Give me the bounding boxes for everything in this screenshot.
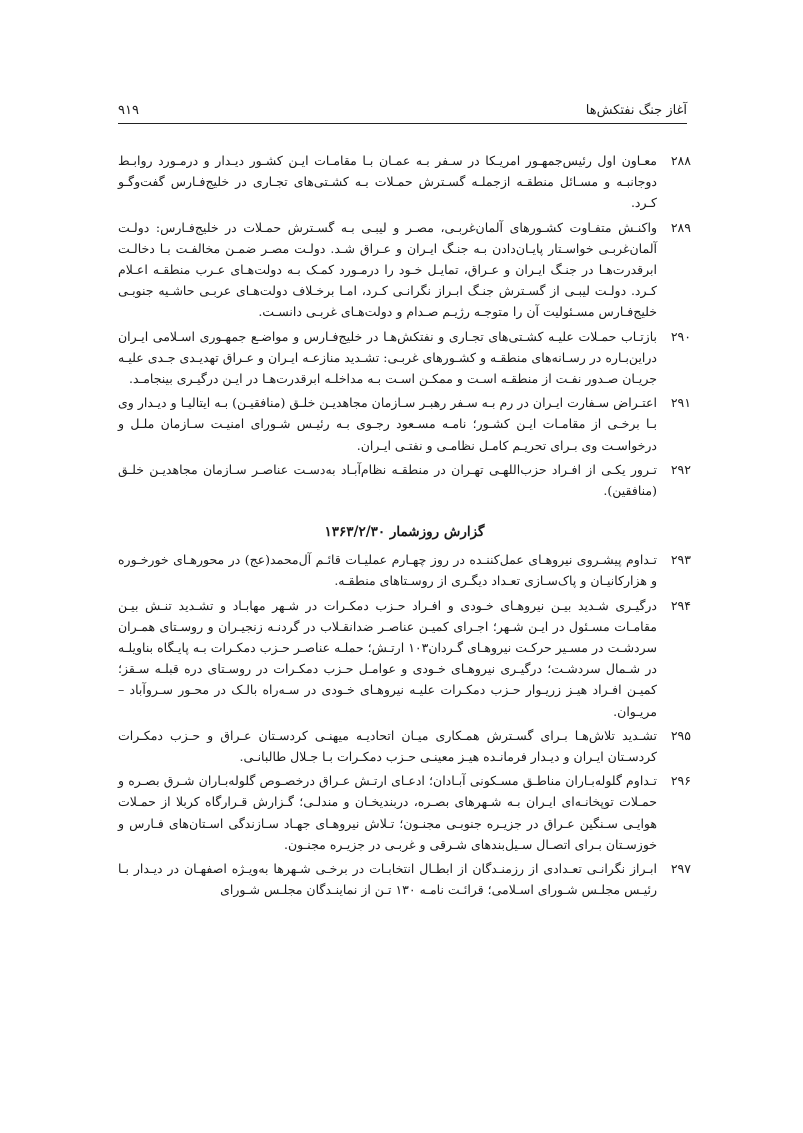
running-header (118, 96, 687, 118)
header-rule (118, 123, 687, 124)
entry-text: تـداوم پیشـروی نیروهـای عمل‌کننـده در روز چهـارم عملیـات قائـم آل‌محمد(عج) در محورهـای خورخـوره و هزارکانیـان و پاک‌سـازی تعـداد دیگـری از روسـتاهای منطقـه. (118, 552, 657, 589)
header-title: آغاز جنگ نفتکش‌ها (585, 103, 687, 118)
entry-number: ۲۸۸ (670, 153, 691, 168)
chronology-entry (118, 858, 691, 900)
entry-text: تشـدید تلاش‌هـا بـرای گسـترش همـکاری میـان اتحادیـه میهنـی کردسـتان عـراق و حـزب دمکـرات کردسـتان ایـران و دیـدار فرمانـده هیـز معینـی حـزب دمکـرات بـا جـلال طالبانـی. (118, 727, 657, 765)
page-number: ۹۱۹ (118, 103, 139, 118)
chronology-entry (118, 725, 691, 767)
entry-text: ابـراز نگرانـی تعـدادی از رزمنـدگان از ابطـال انتخابـات در برخـی شـهرها به‌ویـژه اصفهـان در دیـدار بـا رئیـس مجلـس شـورای اسـلامی؛ قرائـت نامـه ۱۳۰ تـن از نماینـدگان مجلـس شـورای (118, 861, 657, 898)
entry-number: ۲۹۲ (670, 461, 691, 477)
chronology-entry (118, 217, 691, 323)
entry-text: بازتـاب حمـلات علیـه کشـتی‌های تجـاری و نفتکش‌هـا در خلیج‌فـارس و مواضـع جمهـوری اسـلامی ایـران دراین‌بـاره در رسـانه‌های منطقـه و کشـورهای غربـی: تشـدید منازعـه ایـران و عـراق تهدیـدی جـدی علیـه جریـان صـدور نفـت از منطقـه اسـت و ممکـن اسـت بـه مداخلـه ابرقدرت‌هـا در ایـن درگیـری بینجامـد. (118, 328, 657, 387)
chronology-entry (118, 549, 691, 591)
chronology-entry (118, 459, 691, 501)
entry-text: درگیـری شـدید بیـن نیروهـای خـودی و افـراد حـزب دمکـرات در شـهر مهابـاد و تشـدید تنـش بیـن مقامـات مسـئول در ایـن شـهر؛ اجـرای کمیـن عناصـر ضدانقـلاب در گردنـه زنجیـران و روسـتای همـران سردشـت در مسـیر حرکـت نیروهـای گـردان۱۰۳ ارتـش؛ حملـه عناصـر حـزب دمکـرات بـه پایـگاه بناویلـه در شـمال سردشـت؛ درگیـری نیروهـای خـودی و عوامـل حـزب دمکـرات در روسـتای دره قبلـه سـقز؛ کمیـن افـراد هیـز زریـوار حـزب دمکـرات علیـه نیروهـای خـودی در سـه‌راه بالـک در محـور سـروآباد – مریـوان. (118, 597, 657, 719)
entry-number: ۲۹۴ (670, 597, 691, 613)
chronology-entry (118, 150, 691, 214)
entry-text: واکنـش متفـاوت کشـورهای آلمان‌غربـی، مصـر و لیبـی بـه گسـترش حمـلات در خلیج‌فـارس: دولـت آلمان‌غربـی خواسـتار پایـان‌دادن بـه جنـگ ایـران و عـراق شـد. دولـت مصـر ضمـن مخالفـت بـا دخالـت ابرقدرت‌هـا در جنـگ ایـران و عـراق، تمایـل خـود را درمـورد کمـک بـه دولت‌هـای عـرب منطقـه اعـلام کـرد. دولـت لیبـی از گسـترش جنـگ ابـراز نگرانـی کـرد، امـا برخـلاف دولت‌هـای عربـی حاشـیه جنوبـی خلیج‌فـارس مسـئولیت آن را متوجـه رژیـم صـدام و دولت‌هـای غربـی دانسـت. (118, 219, 657, 320)
entry-number: ۲۹۱ (670, 395, 691, 411)
entry-text: معـاون اول رئیس‌جمهـور امریـکا در سـفر بـه عمـان بـا مقامـات ایـن کشـور دیـدار و درمـورد روابـط دوجانبـه و مسـائل منطقـه ازجملـه گسـترش حمـلات بـه کشـتی‌های تجـاری در خلیج‌فـارس گفت‌وگـو کـرد. (118, 153, 657, 211)
entry-text: تـداوم گلوله‌بـاران مناطـق مسـکونی آبـادان؛ ادعـای ارتـش عـراق درخصـوص گلوله‌بـاران شـرق بصـره و حمـلات توپخانـه‌ای ایـران بـه شـهرهای بصـره، دربندیخـان و مندلـی؛ گـزارش قـرارگاه کربلا از حمـلات هوایـی سـنگین عـراق در جزیـره جنوبـی مجنـون؛ تـلاش نیروهـای جهـاد سـازندگی اسـتان‌های فـارس و خوزسـتان بـرای اتصـال سـیل‌بندهای شـرقی و غربـی در جزیـره مجنـون. (118, 773, 657, 852)
chronology-entry (118, 392, 691, 456)
entry-number: ۲۹۶ (670, 773, 691, 789)
entry-number: ۲۹۳ (670, 552, 691, 568)
chronology-entry (118, 326, 691, 390)
section-heading: گزارش روزشمار ۱۳۶۳/۲/۳۰ (324, 524, 485, 541)
entry-number: ۲۹۷ (670, 861, 691, 877)
body-content (118, 150, 691, 904)
entry-number: ۲۹۰ (670, 328, 691, 344)
entry-text: اعتـراض سـفارت ایـران در رم بـه سـفر رهبـر سـازمان مجاهدیـن خلـق (منافقیـن) بـه ایتالیـا و دیـدار وی بـا برخـی از مقامـات ایـن کشـور؛ نامـه مسـعود رجـوی بـه رئیـس شـورای امنیـت سـازمان ملـل و درخواسـت وی بـرای تحریـم کامـل نظامـی و نفتـی ایـران. (118, 395, 657, 453)
chronology-entry (118, 770, 691, 855)
entry-number: ۲۸۹ (670, 219, 691, 235)
entry-text: تـرور یکـی از افـراد حزب‌اللهـی تهـران در منطقـه نظام‌آبـاد به‌دسـت عناصـر سـازمان مجاهدیـن خلـق (منافقین). (118, 461, 657, 499)
entry-number: ۲۹۵ (670, 727, 691, 743)
chronology-entry (118, 595, 691, 722)
